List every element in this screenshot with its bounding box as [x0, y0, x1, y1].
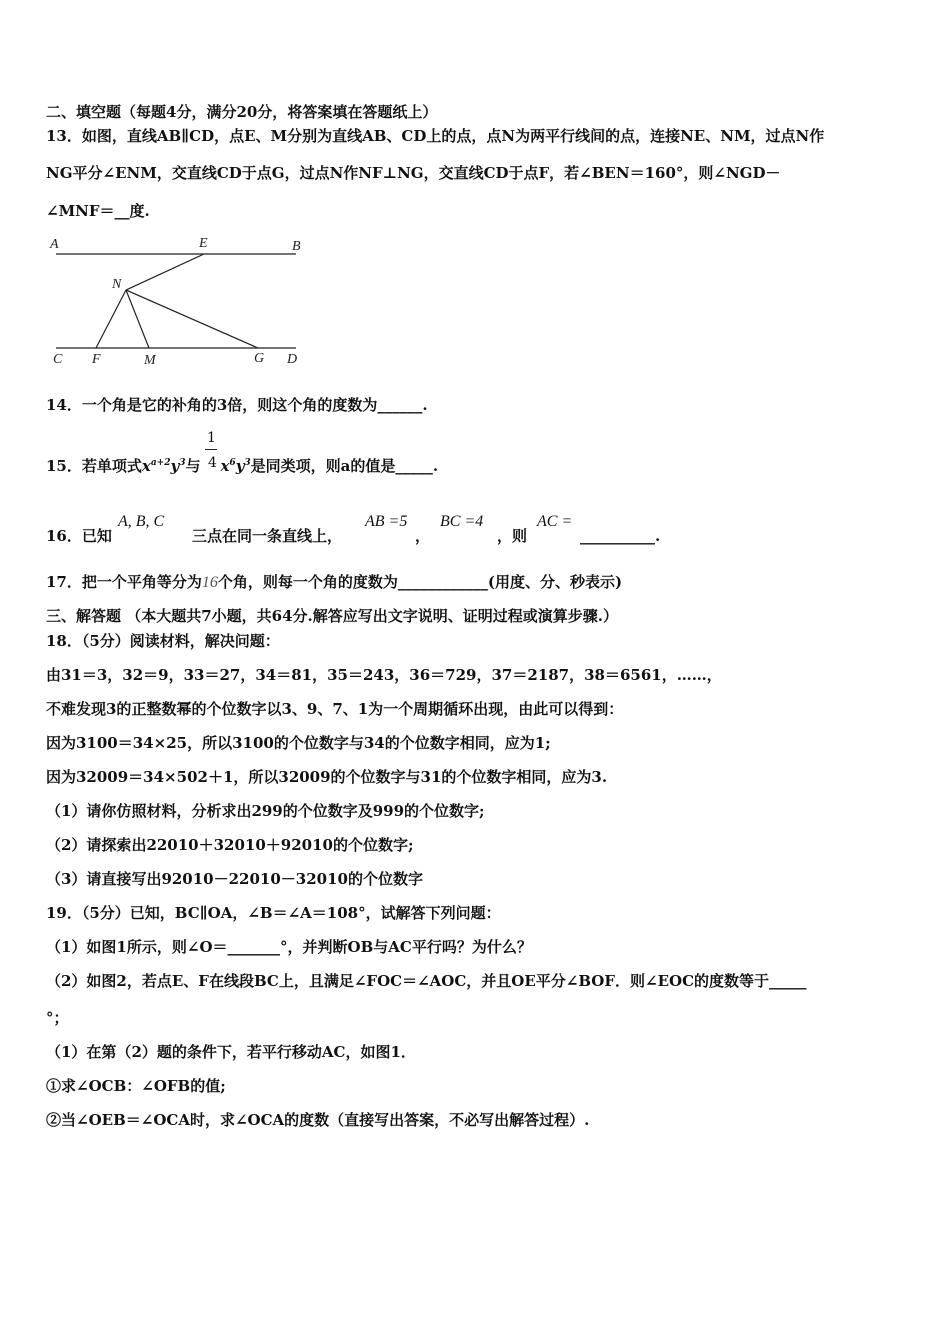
q19-line: ①求∠OCB：∠OFB的值; [46, 1077, 226, 1095]
q19-line: （1）如图1所示，则∠O＝_______°，并判断OB与AC平行吗？为什么？ [46, 938, 532, 956]
q13-line1: 13．如图，直线AB∥CD，点E、M分别为直线AB、CD上的点，点N为两平行线间的点，连接NE、NM，过点N作 [46, 127, 825, 145]
q19-line: ②当∠OEB＝∠OCA时，求∠OCA的度数（直接写出答案，不必写出解答过程）. [46, 1111, 590, 1129]
q16-ab: AB =5 [365, 513, 408, 530]
q18-line: 因为32009＝34×502＋1，所以32009的个位数字与31的个位数字相同，应为3. [46, 768, 608, 786]
q13-line2: NG平分∠ENM，交直线CD于点G，过点N作NF⊥NG，交直线CD于点F，若∠BEN＝160°，则∠NGD－ [46, 164, 781, 182]
label-m: M [144, 353, 156, 368]
segment-ne [126, 254, 204, 290]
q17: 17．把一个平角等分为16个角，则每一个角的度数为____________(用度、分、秒表示) [46, 573, 623, 591]
q17-n: 16 [201, 574, 218, 591]
label-n: N [112, 277, 122, 292]
q19-line: 19．（5分）已知，BC∥OA，∠B＝∠A＝108°，试解答下列问题： [46, 904, 501, 922]
q13-line3: ∠MNF＝__度. [46, 202, 150, 220]
q18-line: 由31＝3，32＝9，33＝27，34＝81，35＝243，36＝729，37＝2187，38＝6561，……， [46, 666, 722, 684]
q18-line: （1）请你仿照材料，分析求出299的个位数字及999的个位数字; [46, 802, 485, 820]
q15-frac-bar [205, 449, 217, 450]
q15-post: 是同类项，则a的值是_____. [250, 457, 439, 475]
label-b: B [292, 239, 301, 254]
q15-pre: 15．若单项式 [46, 457, 142, 475]
q13-figure [46, 232, 316, 372]
q15-term2: $x^6y^3$ [220, 457, 251, 475]
segment-nf [96, 290, 126, 348]
q18-line: 不难发现3的正整数幂的个位数字以3、9、7、1为一个周期循环出现，由此可以得到： [46, 700, 624, 718]
q15-mid: 与 [185, 457, 201, 475]
q15-frac-den: 4 [208, 455, 217, 471]
q14: 14．一个角是它的补角的3倍，则这个角的度数为______. [46, 396, 428, 414]
q18-line: （3）请直接写出92010－22010－32010的个位数字 [46, 870, 423, 888]
section2-title: 二、填空题（每题4分，满分20分，将答案填在答题纸上） [46, 103, 438, 121]
q15-frac-num: 1 [207, 430, 216, 446]
q15-term1: $x^{a+2}y^3$ [141, 457, 186, 475]
q16-ac: AC = [537, 513, 573, 530]
label-d: D [287, 352, 298, 367]
q16-mid: 三点在同一条直线上， [192, 527, 343, 545]
label-c: C [53, 352, 63, 367]
q19-line: （2）如图2，若点E、F在线段BC上，且满足∠FOC＝∠AOC，并且OE平分∠BOF．则∠EOC的度数等于_____ [46, 972, 807, 990]
q16-comma: ， [415, 527, 431, 545]
label-a: A [50, 237, 59, 252]
label-g: G [254, 351, 265, 366]
q16-pre: 16．已知 [46, 527, 112, 545]
q16-blank: __________. [580, 527, 661, 545]
q16-bc: BC =4 [440, 513, 484, 530]
q18-line: （2）请探索出22010＋32010＋92010的个位数字; [46, 836, 414, 854]
q18-line: 因为3100＝34×25，所以3100的个位数字与34的个位数字相同，应为1; [46, 734, 551, 752]
q15 [46, 453, 438, 476]
q16-then: ，则 [497, 527, 528, 545]
label-e: E [199, 236, 208, 251]
label-f: F [92, 352, 101, 367]
q18-line: 18．（5分）阅读材料，解决问题： [46, 632, 280, 650]
q19-line: （1）在第（2）题的条件下，若平行移动AC，如图1． [46, 1043, 416, 1061]
section3-title: 三、解答题 （本大题共7小题，共64分.解答应写出文字说明、证明过程或演算步骤.） [46, 607, 618, 625]
q19-line: °； [46, 1009, 69, 1027]
q16-points: A, B, C [118, 513, 165, 530]
